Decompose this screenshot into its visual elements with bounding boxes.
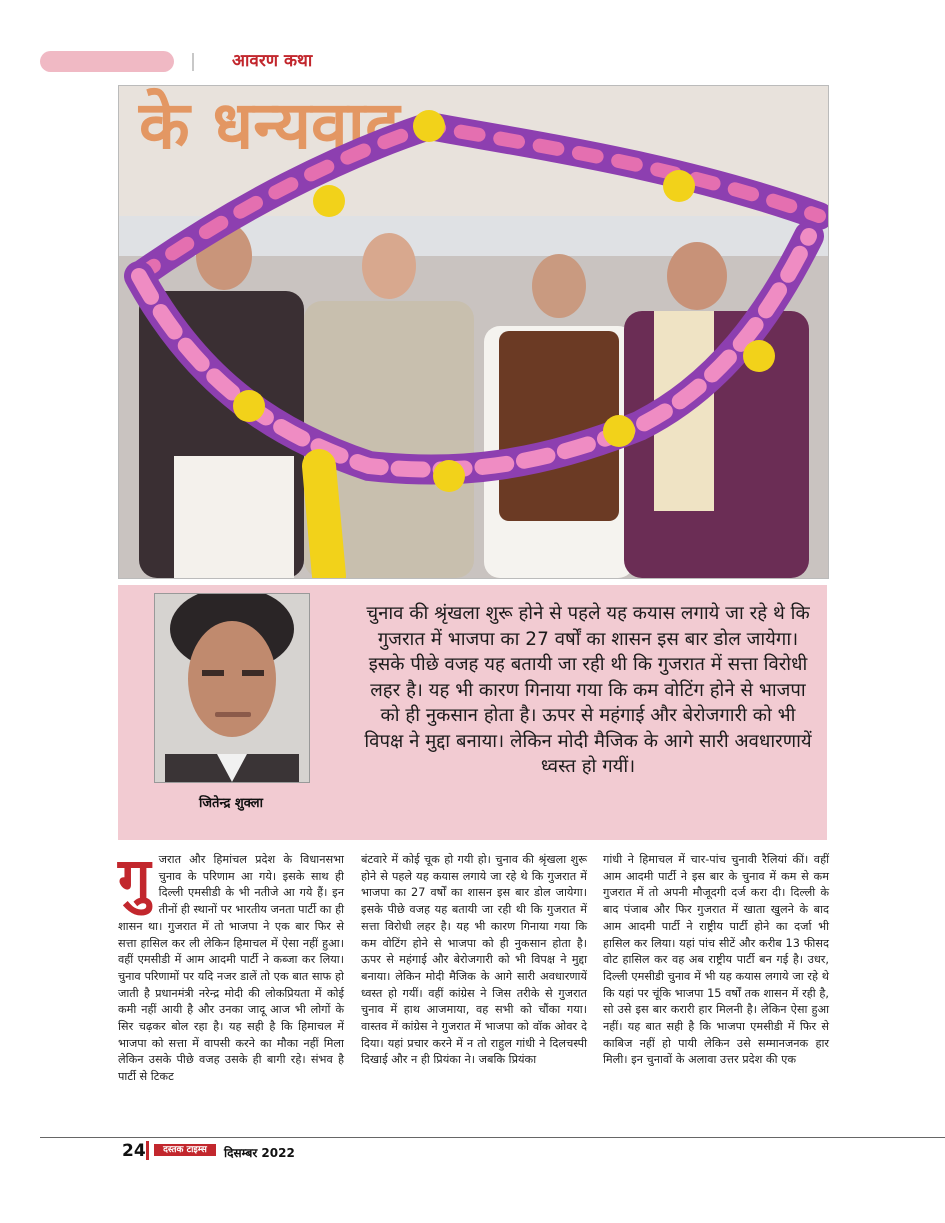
article-column-2: बंटवारे में कोई चूक हो गयी हो। चुनाव की श्रृंखला शुरू होने से पहले यह कयास लगाये जा रहे थे कि गुजरात में भाजपा का 27 वर्षों का शासन इस बार डोल जायेगा। इसके पीछे वजह यह बतायी जा रही थी कि गुजरात में सत्ता विरोधी लहर है। यह भी कारण गिनाया गया कि कम वोटिंग होने से भाजपा को ही नुकसान होता है। ऊपर से महंगाई और बेरोजगारी को भी विपक्ष ने मुद्दा बनाया। लेकिन मोदी मैजिक के आगे सारी अवधारणायें ध्वस्त हो गयीं। वहीं कांग्रेस ने जिस तरीके से गुजरात चुनाव में हाथ आजमाया, वह सभी को चौंका गया। वास्तव में कांग्रेस ने गुजरात में भाजपा को वॉक ओवर दे दिया। यहां प्रचार करने में न तो राहुल गांधी ने दिलचस्पी दिखाई और न ही प्रियंका ने। जबकि प्रियंका [361,853,587,1067]
article-column-3: गांधी ने हिमाचल में चार-पांच चुनावी रैलियां कीं। वहीं आम आदमी पार्टी ने इस बार के चुनाव में कम से कम गुजरात में तो अपनी मौजूदगी दर्ज करा दी। दिल्ली के बाद पंजाब और फिर गुजरात में खाता खुलने के बाद आम आदमी पार्टी ने राष्ट्रीय पार्टी होने का दर्जा भी हासिल कर लिया। यहां पांच सीटें और करीब 13 फीसद वोट हासिल कर वह अब राष्ट्रीय पार्टी बन गई है। उधर, दिल्ली एमसीडी चुनाव में भी यह कयास लगाये जा रहे थे कि यहां पर चूंकि भाजपा 15 वर्षों तक शासन में रही है, सो उसे इस बार करारी हार मिलनी है। लेकिन ऐसा हुआ नहीं। यह बात सही है कि भाजपा एमसीडी में फिर से काबिज नहीं हो पायी लेकिन उसे सम्मानजनक हार मिली। इन चुनावों के अलावा उत्तर प्रदेश की एक [603,853,829,1067]
header-pill [40,51,174,72]
cover-photo [118,85,829,579]
article-column-1-text: जरात और हिमांचल प्रदेश के विधानसभा चुनाव के परिणाम आ गये। इसके साथ ही दिल्ली एमसीडी के भी नतीजे आ गये हैं। इन तीनों ही स्थानों पर भारतीय जनता पार्टी का ही शासन था। गुजरात में तो भाजपा ने एक बार फिर से सत्ता हासिल कर ली लेकिन हिमाचल में ऐसा नहीं हुआ। वहीं एमसीडी में आम आदमी पार्टी ने कब्जा कर लिया। चुनाव परिणामों पर यदि नजर डालें तो एक बात साफ हो जाती है प्रधानमंत्री नरेन्द्र मोदी की लोकप्रियता में कोई कमी नहीं आयी है और उनका जादू आज भी लोगों के सिर चढ़कर बोल रहा है। यह सही है कि हिमाचल में भाजपा को सत्ता में वापसी करने का मौका नहीं मिला लेकिन उसके पीछे वजह उसके ही बागी रहे। संभव है पार्टी से टिकट [118,853,344,1084]
drop-cap: गु [118,845,151,913]
header-separator [192,53,194,71]
page-number: 24 [122,1141,146,1161]
banner-text: के धन्यवाद [139,87,400,164]
magazine-logo: दस्तक टाइम्स [154,1144,216,1156]
section-title: आवरण कथा [232,51,313,71]
article-body [118,845,829,1132]
article-column-1 [118,845,344,1086]
pull-quote-box [118,585,827,840]
author-name: जितेन्द्र शुक्ला [199,796,263,811]
footer-divider [146,1141,149,1160]
footer-rule [40,1137,945,1138]
author-portrait [154,593,310,783]
pull-quote-text: चुनाव की श्रृंखला शुरू होने से पहले यह कयास लगाये जा रहे थे कि गुजरात में भाजपा का 27 वर्षों का शासन इस बार डोल जायेगा। इसके पीछे वजह यह बतायी जा रही थी कि गुजरात में सत्ता विरोधी लहर है। यह भी कारण गिनाया गया कि कम वोटिंग होने से भाजपा को ही नुकसान होता है। ऊपर से महंगाई और बेरोजगारी को भी विपक्ष ने मुद्दा बनाया। लेकिन मोदी मैजिक के आगे सारी अवधारणायें ध्वस्त हो गयीं। [364,603,812,777]
issue-date: दिसम्बर 2022 [224,1146,295,1160]
